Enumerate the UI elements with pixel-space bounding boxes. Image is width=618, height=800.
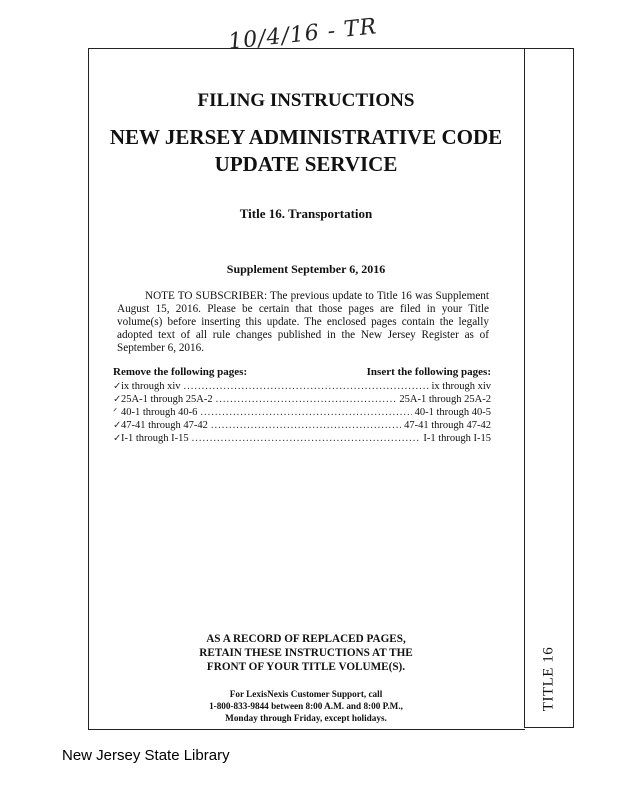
- insert-range: 47-41 through 47-42: [404, 420, 491, 431]
- support-line2: 1-800-833-9844 between 8:00 A.M. and 8:00 P.M.,: [209, 701, 403, 711]
- support-line1: For LexisNexis Customer Support, call: [229, 689, 383, 699]
- page-list-header: [113, 366, 491, 380]
- check-mark-icon: ✓: [113, 433, 122, 444]
- page-row: [113, 419, 491, 432]
- insert-range: 40-1 through 40-5: [414, 407, 491, 418]
- record-instructions: [88, 632, 524, 674]
- page-row: [113, 406, 491, 419]
- check-mark-icon: ✓: [113, 394, 122, 405]
- code-heading: [88, 124, 524, 178]
- record-line2: RETAIN THESE INSTRUCTIONS AT THE: [199, 647, 413, 659]
- code-heading-line1: NEW JERSEY ADMINISTRATIVE CODE: [109, 125, 503, 149]
- check-mark-icon: ✓: [113, 420, 122, 431]
- remove-range: 25A-1 through 25A-2: [121, 394, 213, 405]
- dot-leader: [216, 393, 397, 406]
- page-row: [113, 380, 491, 393]
- insert-range: I-1 through I-15: [423, 433, 491, 444]
- note-to-subscriber: NOTE TO SUBSCRIBER: The previous update to Title 16 was Supplement August 15, 2016. Please be certain that those pages are filed in your Title volume(s) before inserting this update. The enclosed pages contain the legally adopted text of all rule changes published in the New Jersey Register as of September 6, 2016.: [117, 290, 489, 354]
- record-line1: AS A RECORD OF REPLACED PAGES,: [206, 633, 406, 645]
- code-heading-line2: UPDATE SERVICE: [214, 152, 398, 176]
- remove-header: Remove the following pages:: [113, 366, 248, 378]
- page-replacement-list: [113, 366, 491, 445]
- dot-leader: [211, 419, 401, 432]
- filing-instructions-heading: FILING INSTRUCTIONS: [197, 90, 415, 111]
- handwritten-date-note: 10/4/16 - TR: [227, 14, 379, 55]
- library-stamp: New Jersey State Library: [62, 747, 230, 764]
- side-tab: [524, 48, 574, 728]
- remove-range: ix through xiv: [121, 381, 181, 392]
- dot-leader: [184, 380, 429, 393]
- record-line3: FRONT OF YOUR TITLE VOLUME(S).: [206, 661, 406, 673]
- remove-range: 40-1 through 40-6: [121, 407, 198, 418]
- insert-range: ix through xiv: [431, 381, 491, 392]
- side-tab-label: TITLE 16: [540, 646, 557, 712]
- check-mark-icon: ✓: [113, 381, 122, 392]
- page-row: [113, 393, 491, 406]
- customer-support-info: [88, 688, 524, 724]
- title-heading: Title 16. Transportation: [239, 206, 373, 221]
- remove-range: I-1 through I-15: [121, 433, 189, 444]
- check-mark-icon: ᐟ: [113, 407, 118, 418]
- dot-leader: [200, 406, 411, 419]
- dot-leader: [192, 432, 421, 445]
- supplement-date: Supplement September 6, 2016: [226, 262, 386, 276]
- insert-header: Insert the following pages:: [366, 366, 491, 378]
- page-row: [113, 432, 491, 445]
- support-line3: Monday through Friday, except holidays.: [225, 713, 387, 723]
- remove-range: 47-41 through 47-42: [121, 420, 208, 431]
- insert-range: 25A-1 through 25A-2: [399, 394, 491, 405]
